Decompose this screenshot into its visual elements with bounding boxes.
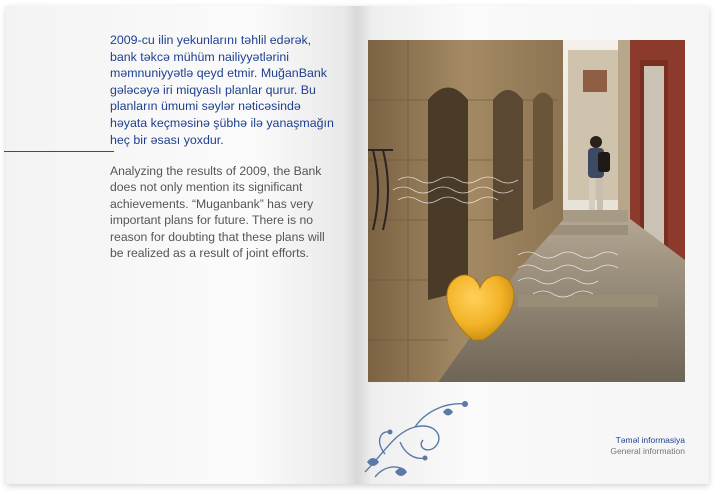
footer-label-en: General information: [610, 446, 685, 456]
floral-swirl-icon: [355, 392, 480, 482]
english-paragraph: Analyzing the results of 2009, the Bank does not only mention its significant achievements. “Muganbank” has very important plans for future. There is no reason for doubting that these plans will be realized as a result of joint efforts.: [110, 164, 325, 261]
street-photo: [368, 40, 685, 382]
section-footer: [610, 435, 685, 457]
footer-label-az: Təməl informasiya: [615, 435, 685, 445]
alley-illustration: [368, 40, 685, 382]
divider-line: [4, 151, 114, 152]
azerbaijani-paragraph: 2009-cu ilin yekunlarını təhlil edərək, bank təkcə mühüm nailiyyətlərini məmnuniyyətlə qeyd etmir. MuğanBank gələcəyə iri miqyaslı planlar qurur. Bu planların ümumi səylər nəticəsində həyata keçməsinə şübhə ilə yanaşmağın heç bir əsası yoxdur.: [110, 33, 334, 147]
floral-ornament: [355, 392, 480, 487]
